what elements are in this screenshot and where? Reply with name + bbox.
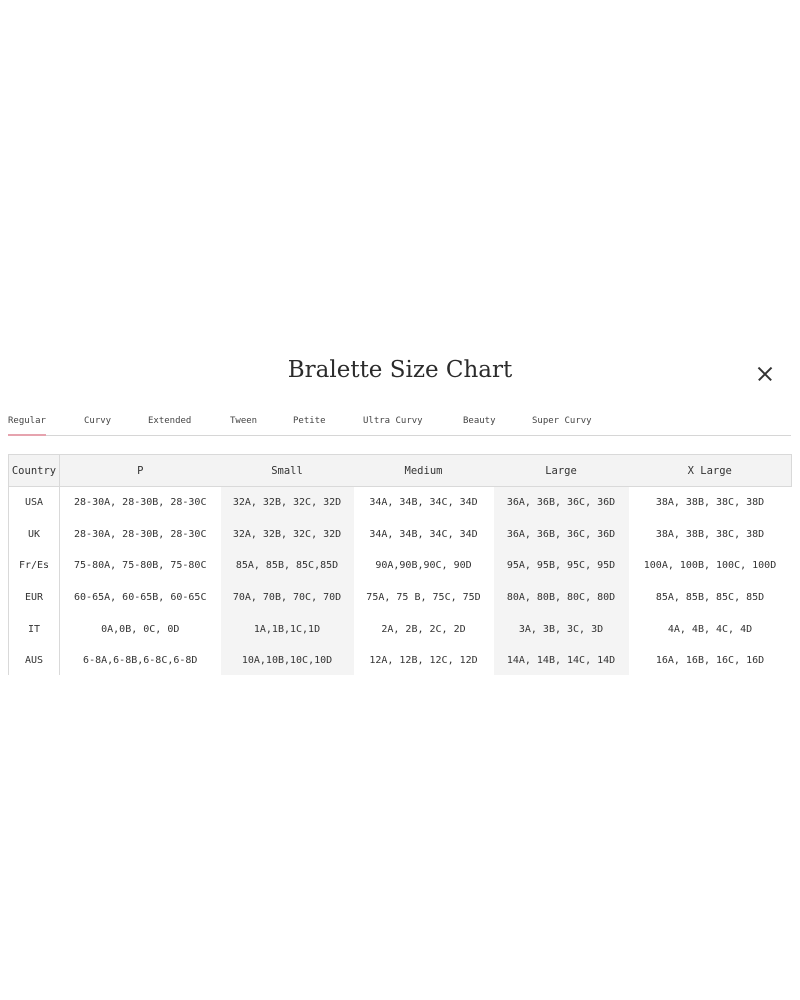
tab-petite[interactable]: Petite (293, 416, 326, 426)
cell-large: 36A, 36B, 36C, 36D (494, 487, 629, 519)
cell-country: UK (9, 519, 60, 551)
cell-medium: 34A, 34B, 34C, 34D (369, 497, 478, 509)
header-large: Large (494, 455, 629, 487)
cell-small: 1A,1B,1C,1D (221, 613, 354, 645)
cell-medium: 75A, 75 B, 75C, 75D (366, 592, 481, 604)
tab-ultra-curvy[interactable]: Ultra Curvy (363, 416, 423, 426)
tab-super-curvy[interactable]: Super Curvy (532, 416, 592, 426)
cell-large: 95A, 95B, 95C, 95D (494, 550, 629, 582)
header-medium: Medium (354, 455, 494, 487)
close-icon[interactable] (754, 363, 776, 385)
cell-small: 10A,10B,10C,10D (221, 645, 354, 675)
table-row (9, 487, 792, 519)
header-country: Country (9, 455, 60, 487)
cell-x-large: 16A, 16B, 16C, 16D (655, 655, 765, 667)
size-table (8, 454, 792, 675)
header-p: P (60, 455, 221, 487)
table-header-row (9, 455, 792, 487)
table-row (9, 613, 792, 645)
tab-extended[interactable]: Extended (148, 416, 192, 426)
cell-x-large: 38A, 38B, 38C, 38D (655, 497, 765, 509)
cell-x-large: 85A, 85B, 85C, 85D (655, 592, 765, 604)
cell-small: 85A, 85B, 85C,85D (221, 550, 354, 582)
modal-title: Bralette Size Chart (287, 357, 513, 383)
cell-country: AUS (9, 645, 60, 675)
cell-medium: 90A,90B,90C, 90D (375, 560, 472, 572)
cell-p: 6-8A,6-8B,6-8C,6-8D (83, 655, 198, 667)
cell-p: 28-30A, 28-30B, 28-30C (74, 497, 207, 509)
table-row (9, 645, 792, 675)
table-row (9, 550, 792, 582)
cell-country: IT (9, 613, 60, 645)
cell-small: 70A, 70B, 70C, 70D (221, 582, 354, 614)
cell-large: 3A, 3B, 3C, 3D (494, 613, 629, 645)
cell-p: 0A,0B, 0C, 0D (101, 623, 180, 635)
cell-small: 32A, 32B, 32C, 32D (221, 519, 354, 551)
header-small: Small (221, 455, 354, 487)
size-chart-tabs (8, 415, 791, 436)
cell-large: 36A, 36B, 36C, 36D (494, 519, 629, 551)
tab-tween[interactable]: Tween (230, 416, 258, 426)
cell-country: USA (9, 487, 60, 519)
cell-medium: 34A, 34B, 34C, 34D (369, 528, 478, 540)
cell-large: 14A, 14B, 14C, 14D (494, 645, 629, 675)
cell-medium: 2A, 2B, 2C, 2D (381, 623, 466, 635)
tab-regular[interactable]: Regular (8, 415, 46, 436)
table-row (9, 582, 792, 614)
table-row (9, 519, 792, 551)
tab-curvy[interactable]: Curvy (84, 416, 112, 426)
cell-x-large: 100A, 100B, 100C, 100D (643, 560, 777, 572)
header-x-large: X Large (629, 455, 792, 487)
cell-p: 28-30A, 28-30B, 28-30C (74, 528, 207, 540)
cell-large: 80A, 80B, 80C, 80D (494, 582, 629, 614)
cell-medium: 12A, 12B, 12C, 12D (369, 655, 478, 667)
cell-p: 60-65A, 60-65B, 60-65C (74, 592, 207, 604)
cell-x-large: 4A, 4B, 4C, 4D (667, 623, 753, 635)
tab-beauty[interactable]: Beauty (463, 416, 496, 426)
cell-country: EUR (9, 582, 60, 614)
cell-small: 32A, 32B, 32C, 32D (221, 487, 354, 519)
size-chart-modal (0, 345, 800, 675)
cell-country: Fr/Es (9, 550, 60, 582)
cell-x-large: 38A, 38B, 38C, 38D (655, 528, 765, 540)
cell-p: 75-80A, 75-80B, 75-80C (74, 560, 207, 572)
